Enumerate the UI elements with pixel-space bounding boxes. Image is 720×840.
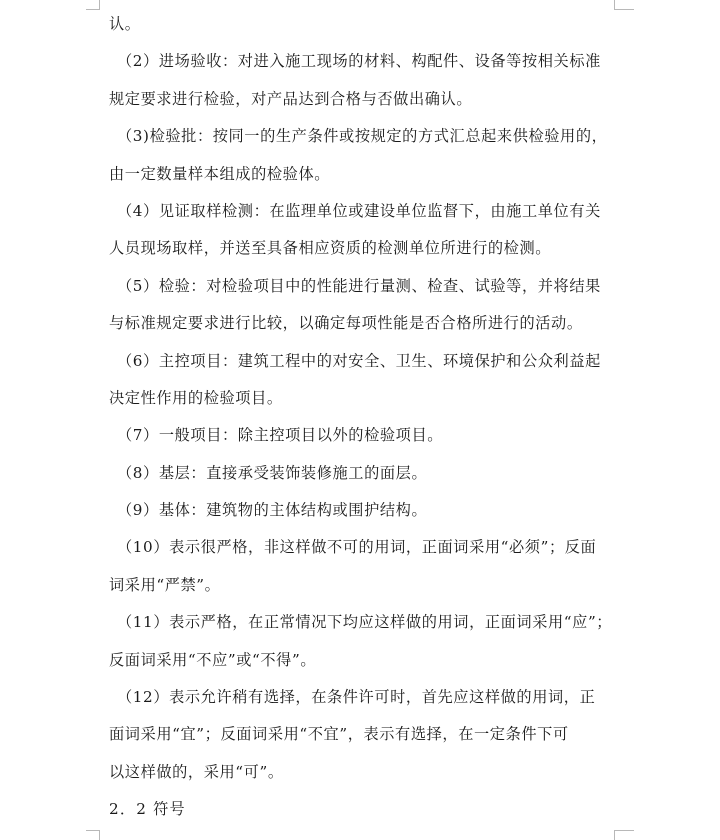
- crop-mark-bottom-left: [99, 830, 100, 840]
- crop-mark-top-left: [86, 9, 100, 10]
- definition-item-2-line-2: 规定要求进行检验，对产品达到合格与否做出确认。: [109, 89, 473, 108]
- crop-mark-top-left: [99, 0, 100, 10]
- definition-item-2-line-1: （2）进场验收：对进入施工现场的材料、构配件、设备等按相关标准: [117, 52, 601, 71]
- definition-item-11-line-2: 反面词采用“不应”或“不得”。: [109, 650, 317, 669]
- text-line: 认。: [109, 15, 141, 33]
- definition-item-5-line-2: 与标准规定要求进行比较，以确定每项性能是否合格所进行的活动。: [109, 314, 583, 333]
- definition-item-9: （9）基体：建筑物的主体结构或围护结构。: [117, 501, 428, 520]
- definition-item-3-line-2: 由一定数量样本组成的检验体。: [109, 164, 331, 183]
- definition-item-5-line-1: （5）检验：对检验项目中的性能进行量测、检查、试验等，并将结果: [117, 276, 601, 295]
- definition-item-12-line-2: 面词采用“宜”；反面词采用“不宜”，表示有选择，在一定条件下可: [109, 725, 569, 744]
- definition-item-6-line-2: 决定性作用的检验项目。: [109, 388, 283, 407]
- definition-item-7: （7）一般项目：除主控项目以外的检验项目。: [117, 426, 444, 445]
- definition-item-6-line-1: （6）主控项目：建筑工程中的对安全、卫生、环境保护和公众利益起: [117, 351, 601, 370]
- definition-item-10-line-1: （10）表示很严格，非这样做不可的用词，正面词采用“必须”；反面: [117, 538, 597, 557]
- definition-item-8: （8）基层：直接承受装饰装修施工的面层。: [117, 463, 428, 482]
- definition-item-4-line-1: （4）见证取样检测：在监理单位或建设单位监督下，由施工单位有关: [117, 201, 601, 220]
- crop-mark-top-right: [614, 9, 634, 10]
- crop-mark-bottom-right: [614, 830, 634, 831]
- definition-item-12-line-1: （12）表示允许稍有选择，在条件许可时，首先应这样做的用词，正: [117, 688, 596, 707]
- definition-item-12-line-3: 以这样做的，采用“可”。: [109, 762, 284, 781]
- definition-item-3-line-1: （3)检验批：按同一的生产条件或按规定的方式汇总起来供检验用的，: [117, 127, 608, 146]
- definition-item-4-line-2: 人员现场取样，并送至具备相应资质的检测单位所进行的检测。: [109, 239, 552, 258]
- section-heading: 2．2 符号: [109, 800, 186, 819]
- document-body: [109, 12, 617, 835]
- crop-mark-top-right: [614, 0, 615, 10]
- definition-item-11-line-1: （11）表示严格，在正常情况下均应这样做的用词，正面词采用“应”；: [117, 613, 613, 632]
- crop-mark-bottom-left: [86, 830, 100, 831]
- definition-item-10-line-2: 词采用“严禁”。: [109, 575, 221, 594]
